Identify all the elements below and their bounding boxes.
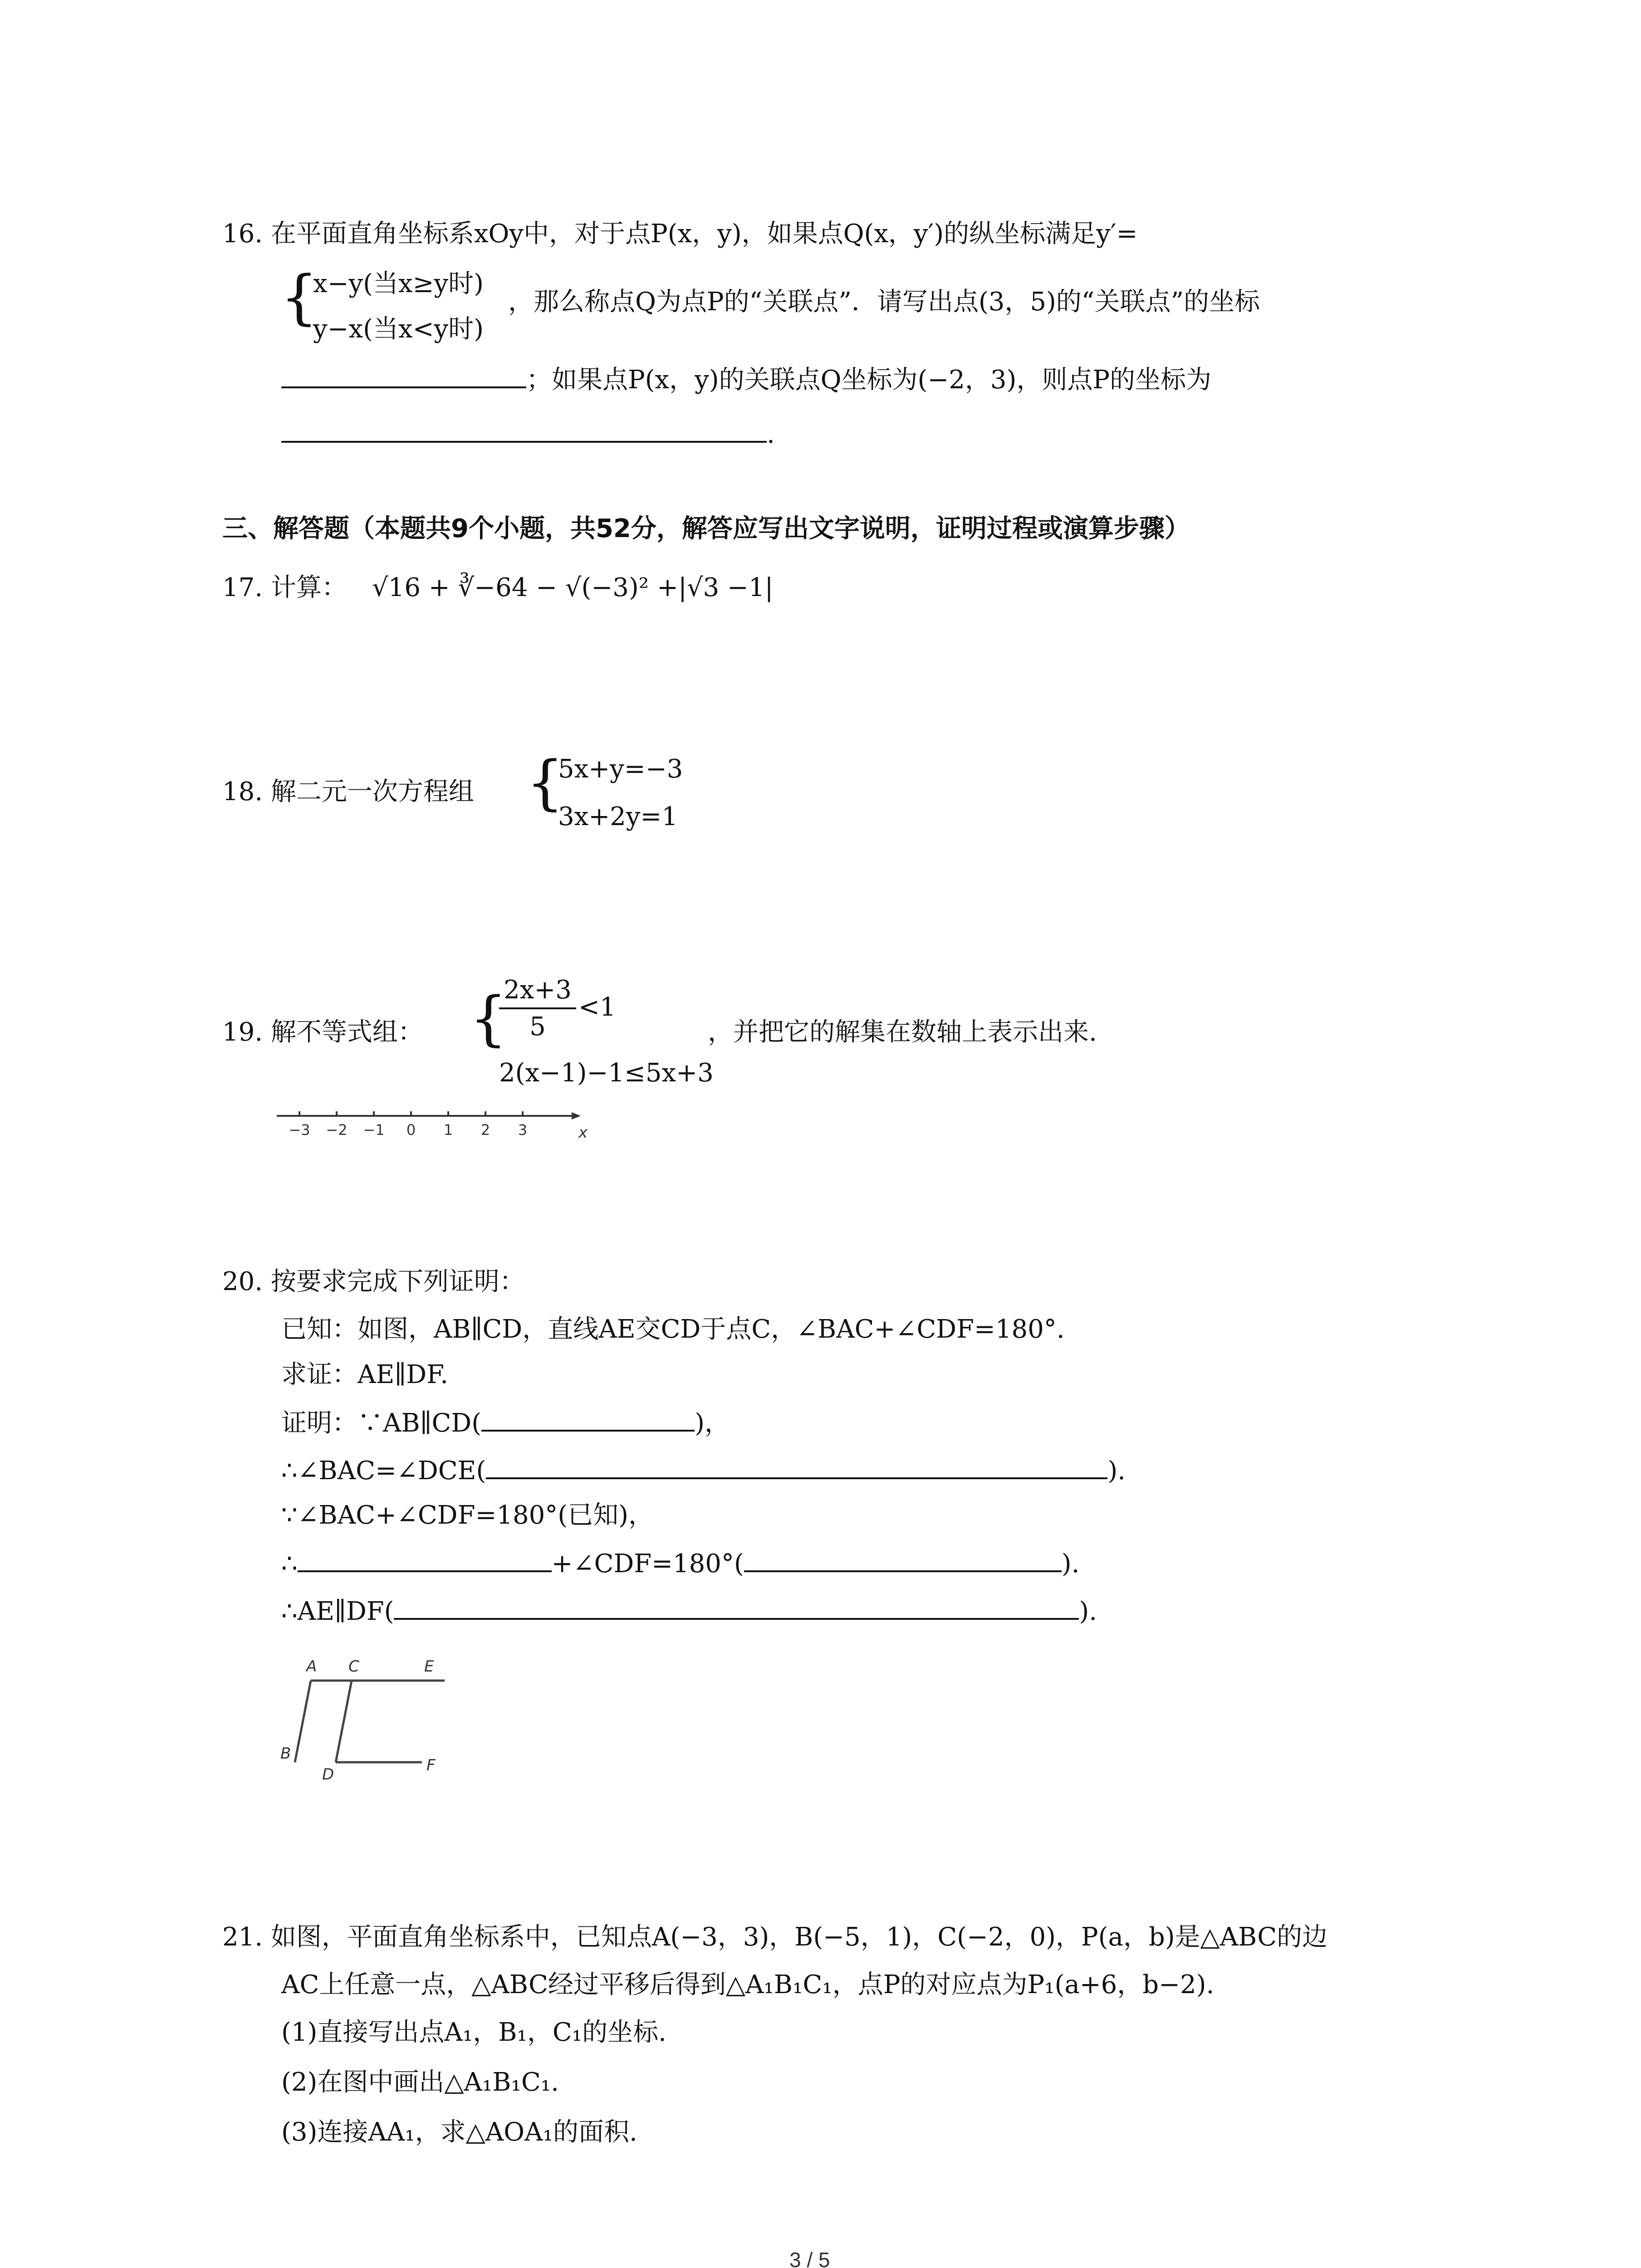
q20-proof-step4-b: +∠CDF=180°( [551,1549,744,1579]
section3-title: 三、解答题（本题共9个小题，共52分，解答应写出文字说明，证明过程或演算步骤） [222,514,1190,543]
q18-label: 18. 解二元一次方程组 [222,777,474,807]
number-line-arrow-icon [572,1112,581,1119]
q19-fraction-bar [499,1007,576,1009]
label-d: D [322,1765,334,1784]
q20-prove: 求证：AE∥DF. [281,1360,449,1389]
q20-blank-1[interactable] [481,1406,695,1432]
page-number: 3 / 5 [789,2248,830,2268]
q20-proof-step4-a: ∴ [281,1549,298,1579]
q19-fraction [499,975,576,1041]
q19-number-line[interactable] [272,1107,599,1152]
q16-line3 [281,363,1211,396]
q20-proof-step5 [281,1594,1097,1628]
q16-answer-blank-2[interactable] [281,417,767,443]
q21-line4: (2)在图中画出△A₁B₁C₁. [281,2068,559,2097]
q16-line4 [281,417,775,451]
q17-label: 17. 计算： [222,573,347,602]
q21-line2: AC上任意一点，△ABC经过平移后得到△A₁B₁C₁，点P的对应点为P₁(a+6，b−2). [281,1970,1215,1999]
q16-line2: ，那么称点Q为点P的“关联点”．请写出点(3，5)的“关联点”的坐标 [508,287,1260,317]
number-line-tick-label: −3 [289,1121,310,1139]
q18-eq2: 3x+2y=1 [558,802,678,831]
q21-line3: (1)直接写出点A₁，B₁，C₁的坐标. [281,2018,666,2047]
label-a: A [306,1657,317,1676]
number-line-tick-label: 2 [480,1121,490,1139]
q19-brace: { [470,984,507,1053]
q20-proof-step5-a: ∴AE∥DF( [281,1597,394,1626]
q16-line3-text: ；如果点P(x，y)的关联点Q坐标为(−2，3)，则点P的坐标为 [526,365,1212,395]
q18-brace: { [526,748,564,817]
q21-line1: 21. 如图，平面直角坐标系中，已知点A(−3，3)，B(−5，1)，C(−2，0)，P(a，b)是△ABC的边 [222,1922,1328,1952]
q19-fraction-denominator: 5 [529,1012,546,1041]
q19-ineq1-rhs: <1 [578,992,616,1022]
number-line-tick-label: 3 [518,1121,528,1139]
q20-proof-step3: ∵∠BAC+∠CDF=180°(已知)， [281,1501,654,1530]
q20-proof-step2-a: ∴∠BAC=∠DCE( [281,1456,486,1486]
q18-eq1: 5x+y=−3 [558,754,683,784]
q20-proof-step1-a: 证明：∵AB∥CD( [281,1408,482,1438]
q20-given: 已知：如图，AB∥CD，直线AE交CD于点C，∠BAC+∠CDF=180°. [281,1315,1065,1344]
q20-proof-step4 [281,1547,1079,1580]
q20-proof-step4-c: ). [1061,1549,1080,1579]
q20-proof-step1 [281,1406,730,1440]
label-b: B [280,1745,291,1763]
q17-expression: √16 + ∛−64 − √(−3)² +|√3 −1| [372,573,774,602]
q16-line1: 16. 在平面直角坐标系xOy中，对于点P(x，y)，如果点Q(x，y′)的纵坐标满足y′= [222,219,1138,249]
line-cd [336,1681,352,1762]
label-c: C [348,1657,359,1676]
q19-label: 19. 解不等式组： [222,1017,423,1047]
q20-proof-step5-b: ). [1079,1597,1097,1626]
q20-blank-2[interactable] [486,1454,1107,1479]
number-line-tick-label: −2 [326,1121,348,1139]
number-line-tick-label: 1 [443,1121,453,1139]
q16-case2: y−x(当x<y时) [313,314,484,344]
q20-proof-step1-b: )， [695,1408,730,1438]
q20-blank-3[interactable] [298,1547,552,1572]
label-f: F [426,1756,436,1774]
q20-line1: 20. 按要求完成下列证明： [222,1267,525,1296]
q20-proof-step2-b: ). [1107,1456,1126,1486]
q20-proof-step2 [281,1454,1126,1487]
q21-line5: (3)连接AA₁，求△AOA₁的面积. [281,2117,637,2147]
q20-blank-5[interactable] [394,1594,1079,1620]
line-ab [295,1681,311,1762]
q16-answer-blank-1[interactable] [281,363,526,388]
number-line-tick-label: 0 [406,1121,416,1139]
label-e: E [424,1657,434,1676]
q20-blank-4[interactable] [744,1547,1062,1572]
number-line-tick-label: −1 [363,1121,385,1139]
q16-line4-text: . [767,420,775,449]
number-line-var-label: x [578,1124,588,1142]
q19-tail: ，并把它的解集在数轴上表示出来. [708,1017,1097,1047]
q19-fraction-numerator: 2x+3 [504,975,572,1005]
q19-ineq2: 2(x−1)−1≤5x+3 [499,1058,714,1088]
q20-figure [272,1653,463,1785]
q16-case1: x−y(当x≥y时) [313,269,484,298]
q16-brace: { [280,263,318,332]
